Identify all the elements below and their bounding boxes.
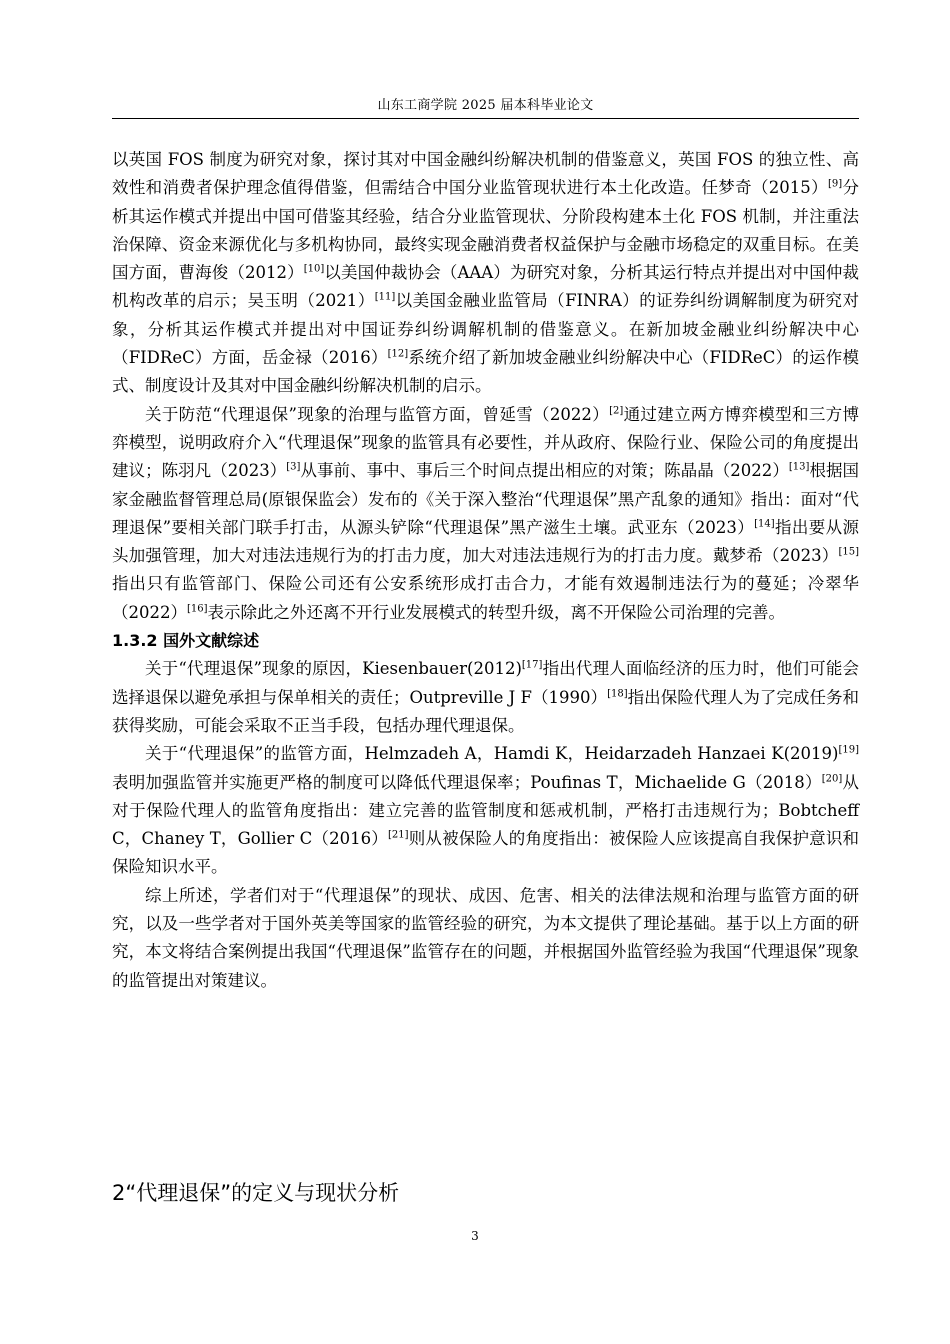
citation-ref-15: [15] [838, 546, 859, 558]
text-run: 从对于保险代理人的监管角度指出：建立完善的监管制度和惩戒机制，严格打击违规行为；Bobtcheff C，Chaney T，Gollier C（2016） [112, 772, 860, 849]
text-run: 以美国仲裁协会（AAA）为研究对象，分析其运行特点并提出对中国仲裁机构改革的启示；吴玉明（2021） [112, 263, 859, 311]
chapter-heading: 2“代理退保”的定义与现状分析 [112, 1181, 400, 1205]
running-header: 山东工商学院 2025 届本科毕业论文 [377, 98, 594, 113]
citation-ref-14: [14] [754, 518, 775, 530]
citation-ref-9: [9] [827, 178, 843, 190]
text-run: 则从被保险人的角度指出：被保险人应该提高自我保护意识和保险知识水平。 [112, 829, 859, 877]
citation-ref-3: [3] [286, 461, 301, 473]
citation-ref-16: [16] [187, 603, 208, 615]
paragraph-foreign-models [112, 146, 859, 401]
text-run: 综上所述，学者们对于“代理退保”的现状、成因、危害、相关的法律法规和治理与监管方面的研究，以及一些学者对于国外英美等国家的监管经验的研究，为本文提供了理论基础。基于以上方面的研究，本文将结合案例提出我国“代理退保”监管存在的问题，并根据国外监管经验为我国“代理退保”现象的监管提出对策建议。 [112, 885, 859, 990]
paragraph-governance [112, 401, 859, 627]
citation-ref-11: [11] [374, 291, 396, 303]
text-run: 分析其运作模式并提出中国可借鉴其经验，结合分业监管现状、分阶段构建本土化 FOS 机制，并注重法治保障、资金来源优化与多机构协同，最终实现金融消费者权益保护与金融市场稳定的双重目标。在美国方面，曹海俊（2012） [112, 178, 859, 283]
text-run: 根据国家金融监督管理总局(原银保监会）发布的《关于深入整治“代理退保”黑产乱象的通知》指出：面对“代理退保”要相关部门联手打击，从源头铲除“代理退保”黑产滋生土壤。武亚东（2023） [112, 461, 860, 537]
text-run: 通过建立两方博弈模型和三方博弈模型，说明政府介入“代理退保”现象的监管具有必要性，并从政府、保险行业、保险公司的角度提出建议；陈羽凡（2023） [112, 404, 859, 481]
text-run: 从事前、事中、事后三个时间点提出相应的对策；陈晶晶（2022） [300, 461, 789, 481]
citation-ref-20: [20] [821, 773, 843, 785]
text-run: 关于“代理退保”的监管方面，Helmzadeh A，Hamdi K，Heidarzadeh Hanzaei K(2019) [145, 744, 839, 764]
citation-ref-12: [12] [387, 348, 409, 360]
text-run: 系统介绍了新加坡金融业纠纷解决中心（FIDReC）的运作模式、制度设计及其对中国金融纠纷解决机制的启示。 [112, 348, 859, 396]
text-run: 表示除此之外还离不开行业发展模式的转型升级，离不开保险公司治理的完善。 [207, 602, 786, 622]
text-run: 以英国 FOS 制度为研究对象，探讨其对中国金融纠纷解决机制的借鉴意义，英国 FOS 的独立性、高效性和消费者保护理念值得借鉴，但需结合中国分业监管现状进行本土化改造。任梦奇（2015） [112, 150, 859, 198]
subsection-heading: 1.3.2 国外文献综述 [112, 631, 260, 651]
citation-ref-19: [19] [838, 744, 859, 756]
header-rule [112, 118, 859, 119]
text-run: 表明加强监管并实施更严格的制度可以降低代理退保率；Poufinas T，Michaelide G（2018） [112, 772, 822, 792]
text-run: 以美国金融业监管局（FINRA）的证券纠纷调解制度为研究对象，分析其运作模式并提出对中国证券纠纷调解机制的借鉴意义。在新加坡金融业纠纷解决中心（FIDReC）方面，岳金禄（2016） [112, 291, 859, 368]
body-text [112, 146, 859, 995]
citation-ref-21: [21] [387, 829, 409, 841]
text-run: 指出保险代理人为了完成任务和获得奖励，可能会采取不正当手段，包括办理代理退保。 [112, 687, 860, 735]
citation-ref-10: [10] [303, 263, 325, 275]
text-run: 指出要从源头加强管理，加大对违法违规行为的打击力度，加大对违法违规行为的打击力度。戴梦希（2023） [112, 517, 859, 566]
paragraph-summary [112, 882, 859, 995]
text-run: 关于“代理退保”现象的原因，Kiesenbauer(2012) [145, 659, 522, 679]
citation-ref-2: [2] [609, 405, 624, 417]
citation-ref-18: [18] [607, 688, 628, 700]
text-run: 指出只有监管部门、保险公司还有公安系统形成打击合力，才能有效遏制违法行为的蔓延；冷翠华（2022） [112, 574, 859, 622]
paragraph-causes [112, 655, 859, 740]
text-run: 关于防范“代理退保”现象的治理与监管方面，曾延雪（2022） [145, 404, 610, 424]
citation-ref-13: [13] [788, 461, 810, 473]
paragraph-regulation [112, 740, 859, 881]
page-number: 3 [471, 1229, 479, 1243]
citation-ref-17: [17] [521, 659, 543, 671]
text-run: 指出代理人面临经济的压力时，他们可能会选择退保以避免承担与保单相关的责任；Outpreville J F（1990） [112, 659, 859, 707]
